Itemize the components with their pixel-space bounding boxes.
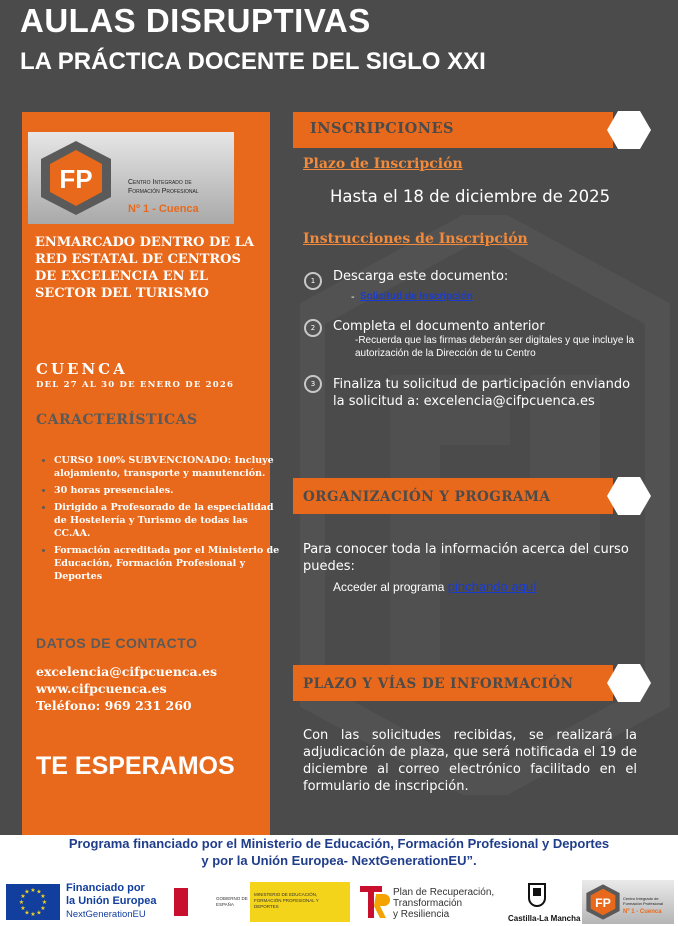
feature-item: • CURSO 100% SUBVENCIONADO: Incluye alojamiento, transporte y manutención. — [54, 454, 282, 480]
step-text: Descarga este documento: — [333, 269, 509, 284]
programa-text: Para conocer toda la información acerca del curso puedes: — [303, 542, 629, 574]
plazo-info-text: Con las solicitudes recibidas, se realizará la adjudicación de plaza, que será notificada el 19 de diciembre al correo electrónico facilitado en el formulario de inscripción. — [303, 728, 637, 794]
prtr-text: Plan de Recuperación, Transformación y Resiliencia — [393, 887, 495, 920]
city-label: CUENCA — [36, 360, 128, 378]
programa-access-label: Acceder al programa — [333, 580, 445, 594]
banner-title: INSCRIPCIONES — [310, 120, 455, 137]
poster-subtitle: LA PRÁCTICA DOCENTE DEL SIGLO XXI — [20, 48, 486, 75]
cifp-footer-logo — [582, 880, 674, 924]
features-title: CARACTERÍSTICAS — [36, 412, 198, 428]
logo-text: Centro Integrado de Formación Profesional — [128, 179, 199, 195]
plazo-label: Plazo de Inscripción — [303, 156, 463, 172]
gobierno-label: GOBIERNO DE ESPAÑA — [216, 896, 248, 907]
step-number-icon: 2 — [304, 319, 322, 337]
solicitud-download-link[interactable]: Solicitud de Inscripción — [360, 291, 473, 302]
contact-email[interactable]: excelencia@cifpcuenca.es — [36, 664, 217, 679]
step-link-prefix: - — [351, 292, 355, 303]
svg-text:★: ★ — [20, 893, 26, 900]
plazo-info-banner — [293, 665, 613, 701]
prtr-logo-icon — [358, 884, 390, 920]
network-statement: ENMARCADO DENTRO DE LA RED ESTATAL DE CENTROS DE EXCELENCIA EN EL SECTOR DEL TURISMO — [35, 235, 254, 301]
banner-title: PLAZO Y VÍAS DE INFORMACIÓN — [303, 676, 574, 692]
feature-item: • Dirigido a Profesorado de la especialidad de Hostelería y Turismo de todas las CC.AA. — [54, 501, 282, 540]
features-list — [36, 454, 282, 587]
gobierno-panel — [170, 882, 250, 922]
svg-text:★: ★ — [24, 888, 30, 896]
plazo-value: Hasta el 18 de diciembre de 2025 — [330, 187, 611, 206]
step-text: Completa el documento anterior — [333, 319, 545, 334]
svg-text:★: ★ — [36, 909, 42, 917]
cifp-hexagon-icon — [584, 882, 622, 922]
financing-statement — [0, 835, 678, 869]
footer-logo-number: Nº 1 - Cuenca — [623, 909, 662, 915]
castilla-la-mancha-label: Castilla-La Mancha — [508, 914, 581, 923]
svg-text:★: ★ — [20, 905, 26, 912]
svg-text:FP: FP — [59, 164, 93, 194]
svg-text:★: ★ — [18, 899, 25, 906]
step-note: -Recuerda que las firmas deberán ser digitales y que incluye la autorización de la Dirección de tu Centro — [355, 335, 635, 359]
feature-item: • Formación acreditada por el Ministerio de Educación, Formación Profesional y Deportes — [54, 544, 282, 583]
cifp-hexagon-icon — [36, 138, 116, 218]
info-sidebar — [22, 112, 280, 835]
svg-text:★: ★ — [30, 887, 36, 894]
svg-text:FP: FP — [595, 895, 611, 910]
ministerio-label: MINISTERIO DE EDUCACIÓN, FORMACIÓN PROFESIONAL Y DEPORTES — [254, 892, 319, 909]
svg-text:★: ★ — [40, 893, 46, 900]
logo-number: Nº 1 - Cuenca — [128, 203, 199, 215]
svg-text:★: ★ — [41, 899, 48, 906]
banner-title: ORGANIZACIÓN Y PROGRAMA — [303, 489, 551, 505]
closing-slogan: TE ESPERAMOS — [36, 752, 235, 780]
eu-financing-text: Financiado por la Unión Europea NextGenerationEU — [66, 882, 157, 920]
programa-link[interactable]: pinchando aquí — [447, 579, 537, 594]
instructions-label: Instrucciones de Inscripción — [303, 231, 528, 247]
svg-text:★: ★ — [24, 909, 30, 917]
inscripciones-banner — [293, 112, 613, 148]
footer-logo-text: Centro Integrado de Formación Profesional — [623, 896, 664, 906]
cifp-logo — [28, 132, 234, 224]
svg-text:★: ★ — [36, 888, 42, 896]
spain-shield-icon — [174, 888, 188, 916]
step-number-icon: 3 — [304, 375, 322, 393]
course-dates: DEL 27 AL 30 DE ENERO DE 2026 — [36, 380, 235, 390]
sponsor-logos — [0, 878, 678, 926]
step-text: Finaliza tu solicitud de participación enviando la solicitud a: excelencia@cifpcuenca.es — [333, 377, 631, 409]
contact-title: DATOS DE CONTACTO — [36, 635, 198, 651]
contact-phone: Teléfono: 969 231 260 — [36, 698, 192, 713]
poster-title: AULAS DISRUPTIVAS — [20, 2, 371, 39]
step-number-icon: 1 — [304, 272, 322, 290]
svg-text:★: ★ — [30, 911, 36, 918]
svg-text:★: ★ — [40, 905, 46, 912]
eu-flag-icon — [6, 884, 60, 920]
castilla-la-mancha-shield-icon — [527, 882, 547, 910]
programa-access — [333, 579, 537, 594]
feature-item: • 30 horas presenciales. — [54, 484, 282, 497]
gobierno-ministerio-logo — [170, 882, 350, 922]
contact-website[interactable]: www.cifpcuenca.es — [36, 681, 167, 696]
financing-line: Programa financiado por el Ministerio de Educación, Formación Profesional y Deportes — [68, 836, 610, 851]
organizacion-banner — [293, 478, 613, 514]
financing-line: y por la Unión Europea- NextGenerationEU”. — [201, 853, 477, 868]
